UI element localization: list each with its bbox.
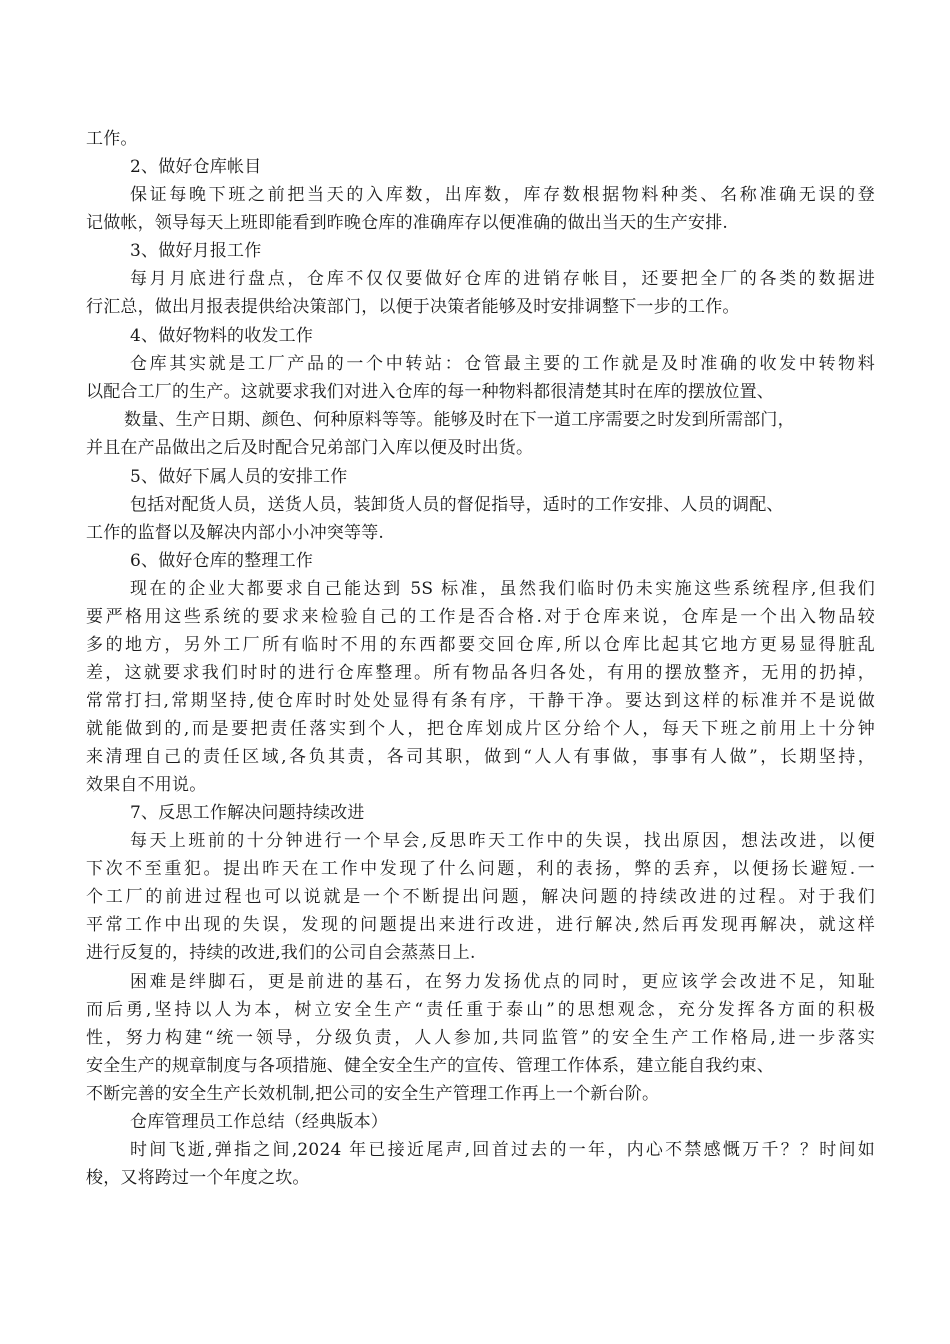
- paragraph-line: 下次不至重犯。提出昨天在工作中发现了什么问题，利的表扬，弊的丢弃，以便扬长避短.一: [86, 859, 875, 879]
- section-heading: 7、反思工作解决问题持续改进: [130, 803, 365, 823]
- paragraph-line: 常常打扫,常期坚持,使仓库时时处处显得有条有序，干静干净。要达到这样的标准并不是说做: [86, 691, 875, 711]
- paragraph-line: 差，这就要求我们时时的进行仓库整理。所有物品各归各处，有用的摆放整齐，无用的扔掉，: [86, 663, 875, 683]
- paragraph-line: 不断完善的安全生产长效机制,把公司的安全生产管理工作再上一个新台阶。: [86, 1084, 660, 1104]
- section-heading: 3、做好月报工作: [130, 241, 262, 261]
- paragraph-line: 仓库其实就是工厂产品的一个中转站：仓管最主要的工作就是及时准确的收发中转物料: [130, 354, 875, 374]
- paragraph-line: 就能做到的,而是要把责任落实到个人，把仓库划成片区分给个人，每天下班之前用上十分钟: [86, 719, 875, 739]
- paragraph-line: 进行反复的，持续的改进,我们的公司自会蒸蒸日上.: [86, 943, 476, 963]
- paragraph-line: 要严格用这些系统的要求来检验自己的工作是否合格.对于仓库来说，仓库是一个出入物品较: [86, 607, 875, 627]
- paragraph-line: 工作的监督以及解决内部小小冲突等等.: [86, 523, 385, 543]
- paragraph-line: 现在的企业大都要求自己能达到 5S 标准，虽然我们临时仍未实施这些系统程序,但我们: [130, 579, 875, 599]
- paragraph-line: 性，努力构建“统一领导，分级负责，人人参加,共同监管”的安全生产工作格局,进一步落实: [86, 1028, 875, 1048]
- paragraph-line: 时间飞逝,弹指之间,2024 年已接近尾声,回首过去的一年，内心不禁感慨万千？？时间如: [130, 1140, 875, 1160]
- document-title: 仓库管理员工作总结（经典版本）: [130, 1112, 388, 1132]
- paragraph-line: 每月月底进行盘点，仓库不仅仅要做好仓库的进销存帐目，还要把全厂的各类的数据进: [130, 269, 875, 289]
- paragraph-line: 工作。: [86, 129, 138, 149]
- paragraph-line: 梭，又将跨过一个年度之坎。: [86, 1168, 310, 1188]
- section-heading: 6、做好仓库的整理工作: [130, 551, 314, 571]
- paragraph-line: 行汇总，做出月报表提供给决策部门，以便于决策者能够及时安排调整下一步的工作。: [86, 297, 740, 317]
- section-heading: 5、做好下属人员的安排工作: [130, 467, 348, 487]
- section-heading: 4、做好物料的收发工作: [130, 326, 314, 346]
- paragraph-line: 数量、生产日期、颜色、何种原料等等。能够及时在下一道工序需要之时发到所需部门，: [124, 410, 795, 430]
- paragraph-line: 而后勇,坚持以人为本，树立安全生产“责任重于泰山”的思想观念，充分发挥各方面的积极: [86, 1000, 875, 1020]
- paragraph-line: 每天上班前的十分钟进行一个早会,反思昨天工作中的失误，找出原因，想法改进，以便: [130, 831, 875, 851]
- paragraph-line: 平常工作中出现的失误，发现的问题提出来进行改进，进行解决,然后再发现再解决，就这样: [86, 915, 875, 935]
- paragraph-line: 效果自不用说。: [86, 775, 207, 795]
- section-heading: 2、做好仓库帐目: [130, 157, 262, 177]
- paragraph-line: 记做帐，领导每天上班即能看到昨晚仓库的准确库存以便准确的做出当天的生产安排.: [86, 213, 729, 233]
- paragraph-line: 并且在产品做出之后及时配合兄弟部门入库以便及时出货。: [86, 438, 534, 458]
- paragraph-line: 以配合工厂的生产。这就要求我们对进入仓库的每一种物料都很清楚其时在库的摆放位置、: [86, 382, 774, 402]
- paragraph-line: 安全生产的规章制度与各项措施、健全安全生产的宣传、管理工作体系，建立能自我约束、: [86, 1056, 774, 1076]
- paragraph-line: 保证每晚下班之前把当天的入库数，出库数，库存数根据物料种类、名称准确无误的登: [130, 185, 875, 205]
- paragraph-line: 多的地方，另外工厂所有临时不用的东西都要交回仓库,所以仓库比起其它地方更易显得脏乱: [86, 635, 875, 655]
- paragraph-line: 困难是绊脚石，更是前进的基石，在努力发扬优点的同时，更应该学会改进不足，知耻: [130, 972, 875, 992]
- paragraph-line: 包括对配货人员，送货人员，装卸货人员的督促指导，适时的工作安排、人员的调配、: [130, 495, 784, 515]
- paragraph-line: 来清理自己的责任区域,各负其责，各司其职，做到“人人有事做，事事有人做”，长期坚持，: [86, 747, 875, 767]
- paragraph-line: 个工厂的前进过程也可以说就是一个不断提出问题，解决问题的持续改进的过程。对于我们: [86, 887, 875, 907]
